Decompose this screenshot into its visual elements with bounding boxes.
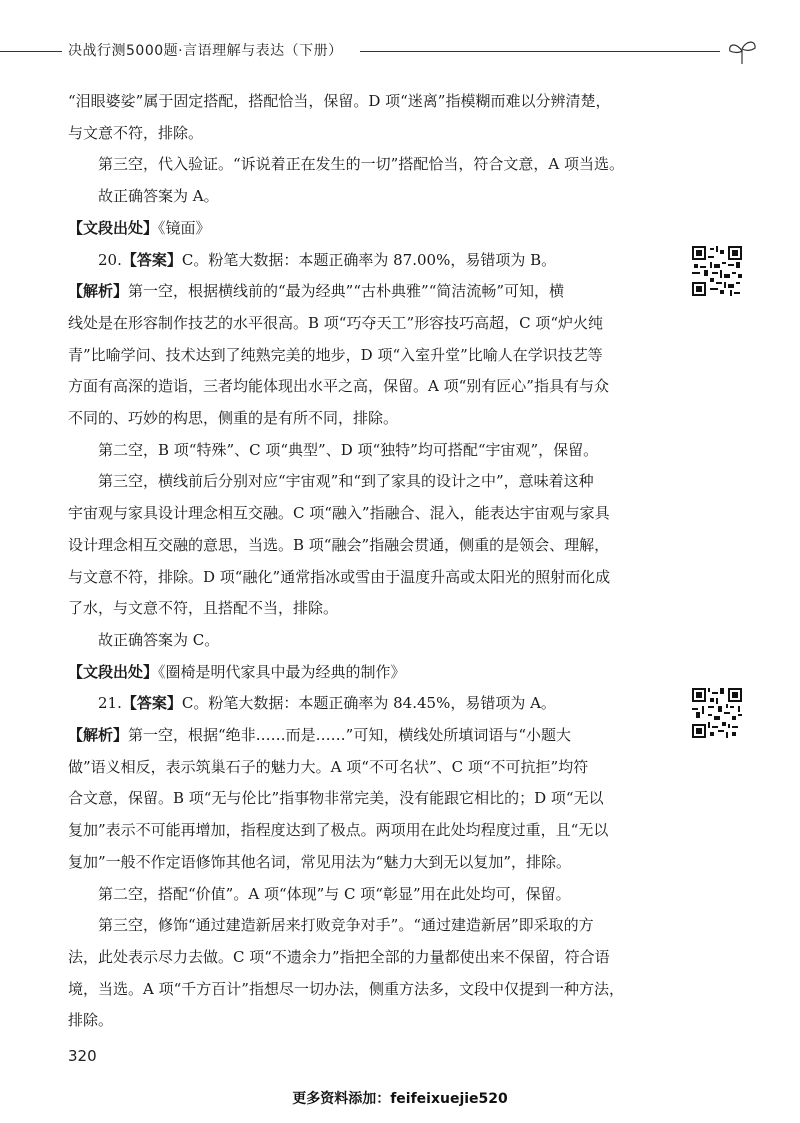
question-number: 20. [98, 250, 122, 269]
running-header [0, 38, 800, 68]
paragraph-second-blank: 第二空，B 项“特殊”、C 项“典型”、D 项“独特”均可搭配“宇宙观”，保留。 [98, 440, 599, 459]
source-label: 【文段出处】 [68, 218, 159, 237]
analysis-line: 复加”一般不作定语修饰其他名词，常见用法为“魅力大到无以复加”，排除。 [68, 852, 572, 871]
analysis-line: 不同的、巧妙的构思，侧重的是有所不同，排除。 [68, 409, 399, 428]
text-line: 与文意不符，排除。 [68, 123, 204, 142]
answer-header-q21 [68, 688, 658, 720]
page-number: 320 [68, 1047, 97, 1065]
paragraph-third-blank: 第三空，代入验证。“诉说着正在发生的一切”搭配恰当，符合文意，A 项当选。 [98, 155, 624, 174]
analysis-text: 第一空，根据“绝非……而是……”可知，横线处所填词语与“小题大 [128, 726, 572, 745]
header-rule-right [360, 51, 720, 52]
analysis-label: 【解析】 [68, 282, 129, 301]
footer-note: 更多资料添加：feifeixuejie520 [292, 1091, 508, 1107]
analysis-line: 境，当选。A 项“千方百计”指想尽一切办法，侧重方法多，文段中仅提到一种方法， [68, 979, 624, 998]
analysis-line: 了水，与文意不符，且搭配不当，排除。 [68, 599, 339, 618]
analysis-line: 第三空，横线前后分别对应“宇宙观”和“到了家具的设计之中”，意味着这种 [98, 472, 594, 491]
answer-label: 【答案】 [121, 694, 182, 713]
analysis-line: 青”比喻学问、技术达到了纯熟完美的地步，D 项“入室升堂”比喻人在学识技艺等 [68, 345, 603, 364]
analysis-line: 线处是在形容制作技艺的水平很高。B 项“巧夺天工”形容技巧高超，C 项“炉火纯 [68, 313, 604, 332]
analysis-line [68, 276, 658, 308]
analysis-text: 第一空，根据横线前的“最为经典”“古朴典雅”“简洁流畅”可知，横 [128, 282, 565, 301]
header-title: 决战行测5000题·言语理解与表达（下册） [68, 43, 343, 59]
answer-label: 【答案】 [121, 250, 182, 269]
analysis-line: 设计理念相互交融的意思，当选。B 项“融会”指融会贯通，侧重的是领会、理解， [68, 535, 610, 554]
answer-header-q20 [68, 245, 658, 277]
source-title: 《镜面》 [158, 218, 211, 237]
analysis-label: 【解析】 [68, 726, 129, 745]
answer-line: 故正确答案为 C。 [98, 630, 220, 649]
header-rule-left [0, 51, 62, 52]
analysis-line: 合文意，保留。B 项“无与伦比”指事物非常完美，没有能跟它相比的；D 项“无以 [68, 789, 604, 808]
analysis-line: 排除。 [68, 1011, 114, 1030]
analysis-line: 法，此处表示尽力去做。C 项“不遗余力”指把全部的力量都使出来不保留，符合语 [68, 947, 610, 966]
analysis-line [68, 720, 658, 752]
source-line [68, 213, 658, 245]
analysis-line: 做”语义相反，表示筑巢石子的魅力大。A 项“不可名状”、C 项“不可抗拒”均符 [68, 757, 589, 776]
answer-line: 故正确答案为 A。 [98, 187, 219, 206]
question-number: 21. [98, 694, 122, 713]
paragraph-second-blank: 第二空，搭配“价值”。A 项“体现”与 C 项“彰显”用在此处均可，保留。 [98, 884, 571, 903]
sprout-icon [722, 38, 762, 66]
analysis-line: 复加”表示不可能再增加，指程度达到了极点。两项用在此处均程度过重，且“无以 [68, 821, 609, 840]
qr-code-q21 [692, 688, 742, 738]
page-body [68, 86, 658, 1037]
analysis-line: 与文意不符，排除。D 项“融化”通常指冰或雪由于温度升高或太阳光的照射而化成 [68, 567, 611, 586]
source-label: 【文段出处】 [68, 662, 159, 681]
source-title: 《圈椅是明代家具中最为经典的制作》 [158, 662, 406, 681]
text-line: “泪眼婆娑”属于固定搭配，搭配恰当，保留。D 项“迷离”指模糊而难以分辨清楚， [68, 92, 611, 110]
analysis-line: 第三空，修饰“通过建造新居来打败竞争对手”。“通过建造新居”即采取的方 [98, 916, 594, 935]
answer-text: C。粉笔大数据：本题正确率为 87.00%，易错项为 B。 [181, 250, 557, 269]
source-line [68, 657, 658, 689]
analysis-line: 方面有高深的造诣，三者均能体现出水平之高，保留。A 项“别有匠心”指具有与众 [68, 377, 609, 396]
analysis-line: 宇宙观与家具设计理念相互交融。C 项“融入”指融合、混入，能表达宇宙观与家具 [68, 504, 610, 523]
answer-text: C。粉笔大数据：本题正确率为 84.45%，易错项为 A。 [181, 694, 556, 713]
qr-code-q20 [692, 246, 742, 296]
